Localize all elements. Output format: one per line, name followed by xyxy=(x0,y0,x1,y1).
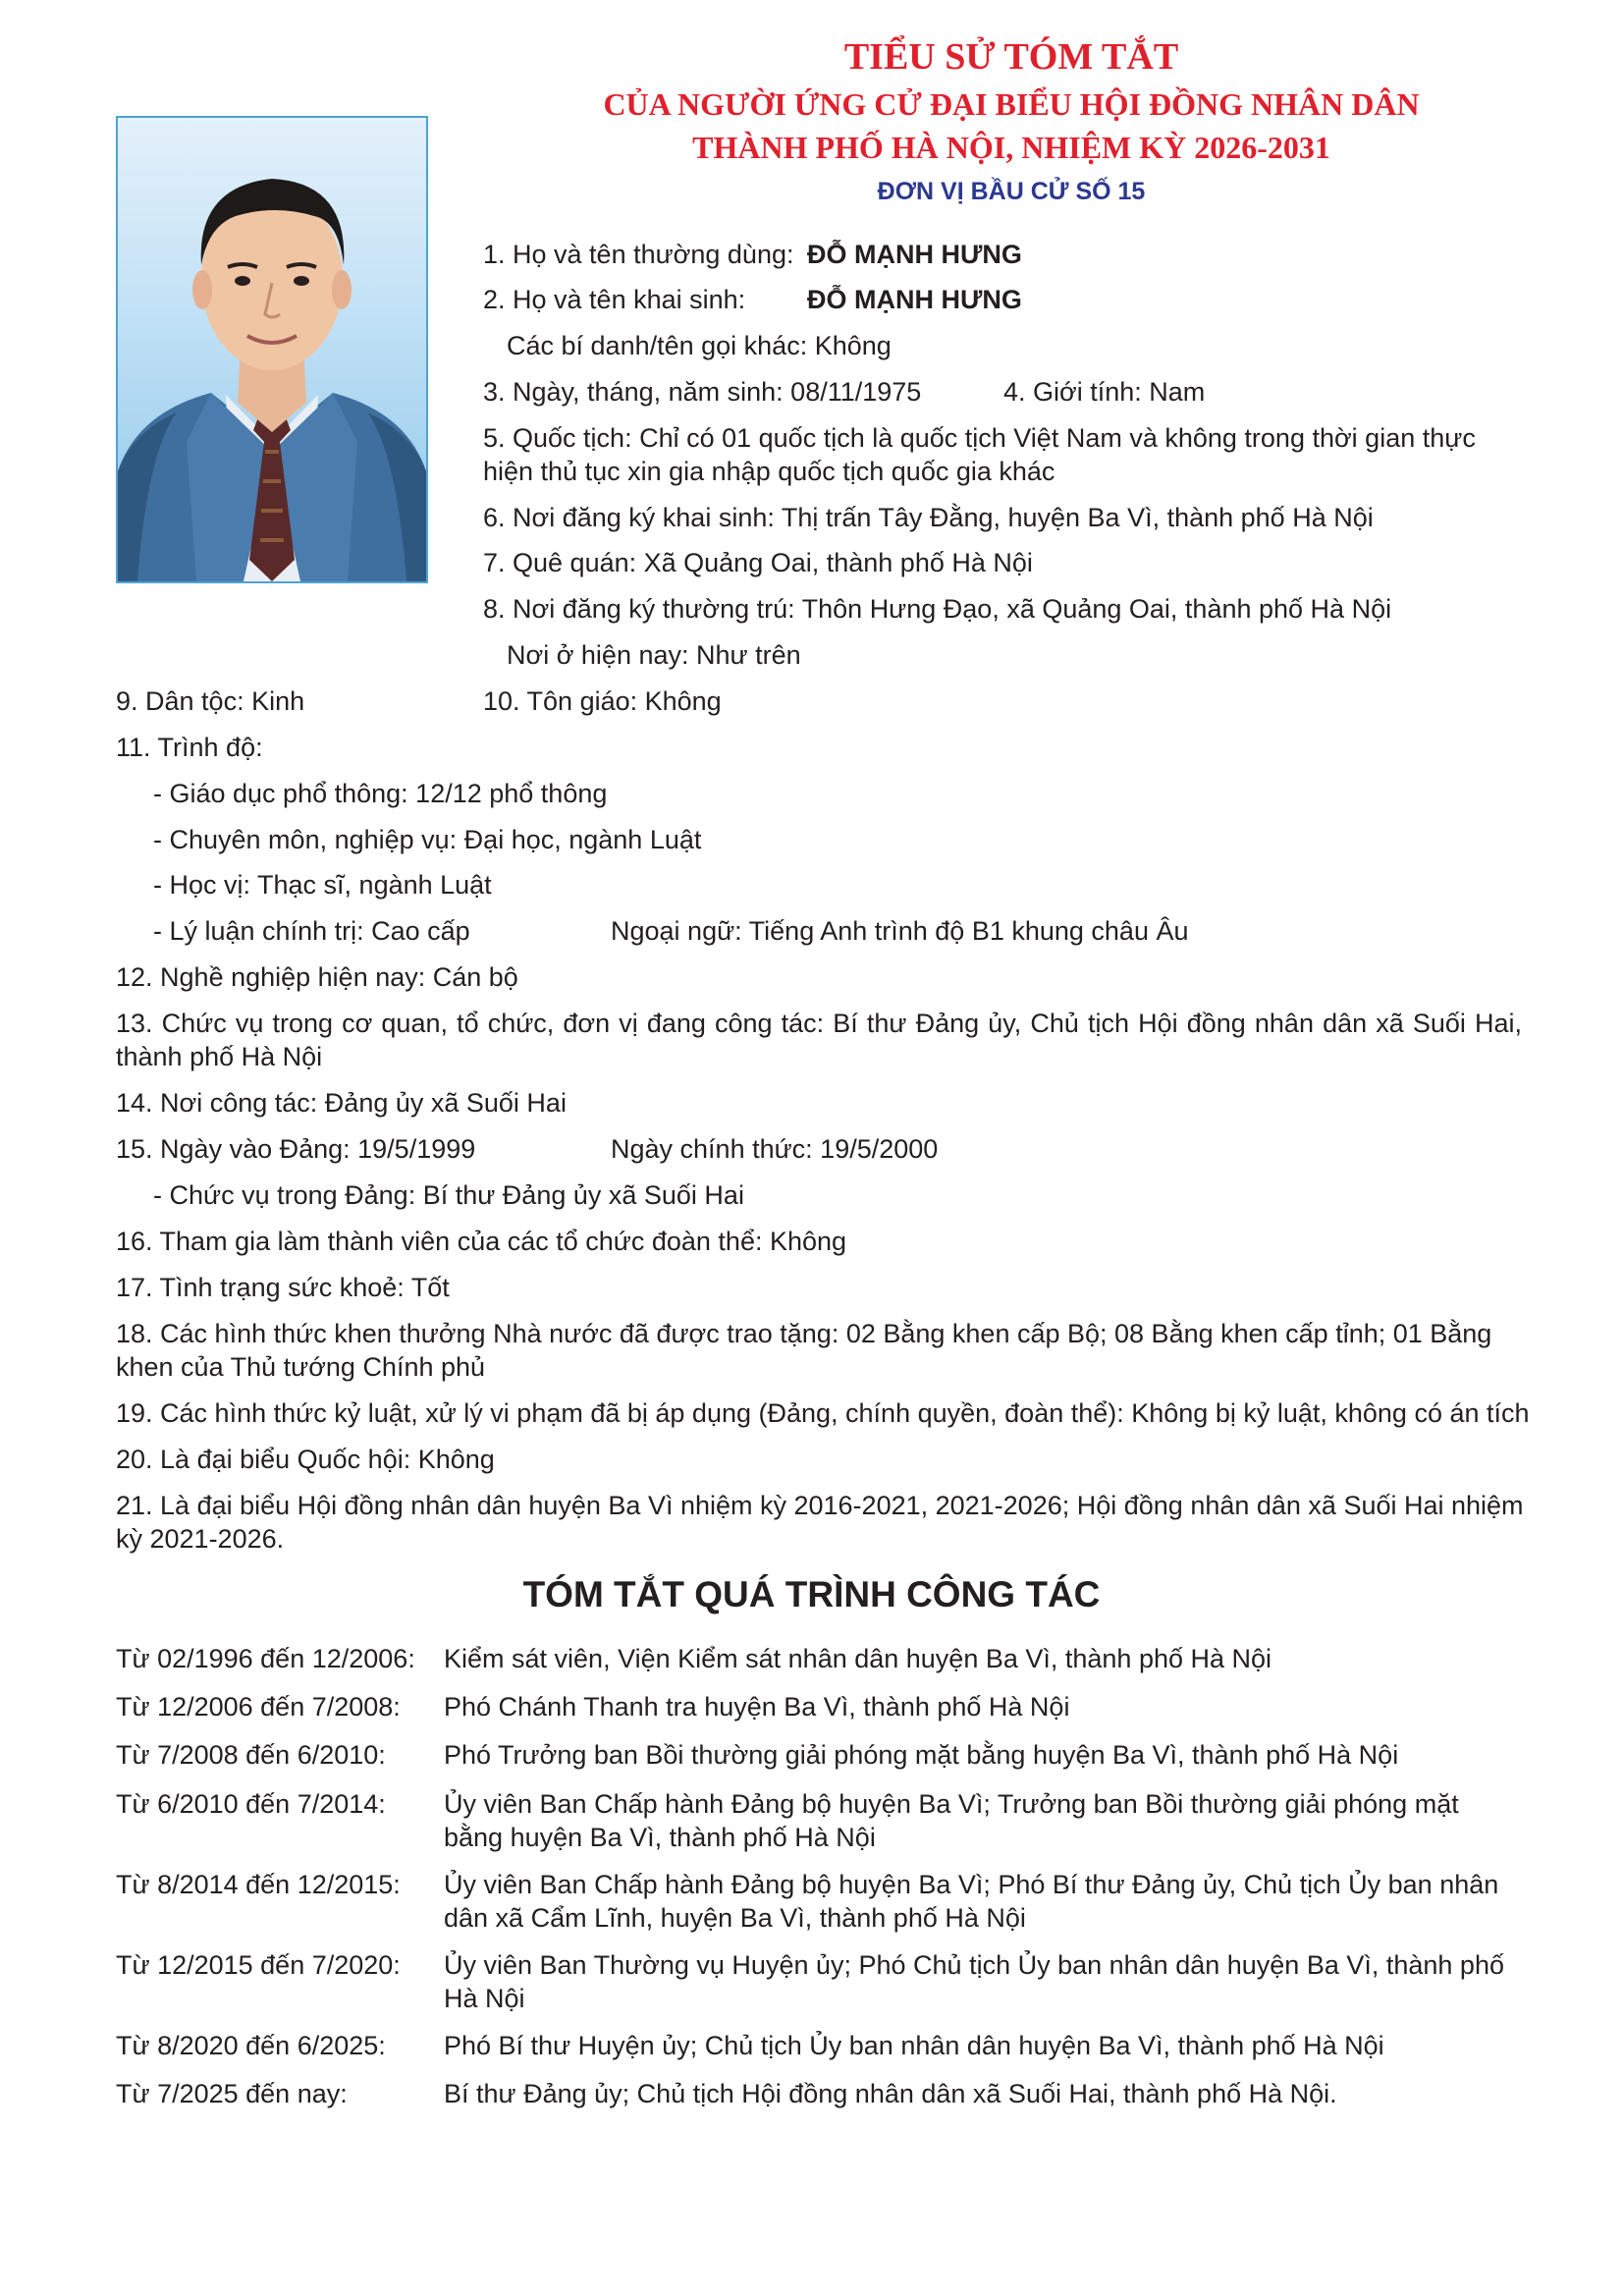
bio-item-8: 8. Nơi đăng ký thường trú: Thôn Hưng Đạo, xã Quảng Oai, thành phố Hà Nội xyxy=(483,594,1392,624)
career-description: Phó Trưởng ban Bồi thường giải phóng mặt bằng huyện Ba Vì, thành phố Hà Nội xyxy=(444,1740,1399,1770)
career-section-title: TÓM TẮT QUÁ TRÌNH CÔNG TÁC xyxy=(522,1574,1101,1614)
bio-item-15-official-date: Ngày chính thức: 19/5/2000 xyxy=(611,1134,939,1164)
document-title: TIỂU SỬ TÓM TẮT xyxy=(843,36,1179,78)
bio-item-15: 15. Ngày vào Đảng: 19/5/1999 xyxy=(116,1134,476,1164)
bio-item-11-foreign-language: Ngoại ngữ: Tiếng Anh trình độ B1 khung châu Âu xyxy=(611,916,1189,946)
document-subtitle-1: CỦA NGƯỜI ỨNG CỬ ĐẠI BIỂU HỘI ĐỒNG NHÂN DÂN xyxy=(603,86,1420,122)
bio-item-current-residence: Nơi ở hiện nay: Như trên xyxy=(507,640,801,670)
bio-item-1-label: 1. Họ và tên thường dùng: xyxy=(483,240,794,269)
bio-item-11: 11. Trình độ: xyxy=(116,733,263,762)
bio-item-3: 3. Ngày, tháng, năm sinh: 08/11/1975 xyxy=(483,377,922,407)
career-description: Bí thư Đảng ủy; Chủ tịch Hội đồng nhân dân xã Suối Hai, thành phố Hà Nội. xyxy=(444,2079,1337,2108)
election-unit: ĐƠN VỊ BẦU CỬ SỐ 15 xyxy=(877,178,1146,205)
career-period: Từ 02/1996 đến 12/2006: xyxy=(116,1644,415,1673)
bio-item-20: 20. Là đại biểu Quốc hội: Không xyxy=(116,1445,495,1474)
bio-item-15-party-position: - Chức vụ trong Đảng: Bí thư Đảng ủy xã Suối Hai xyxy=(153,1180,744,1210)
document-subtitle-2: THÀNH PHỐ HÀ NỘI, NHIỆM KỲ 2026-2031 xyxy=(692,130,1330,165)
bio-item-13: 13. Chức vụ trong cơ quan, tổ chức, đơn vị đang công tác: Bí thư Đảng ủy, Chủ tịch Hội đồng nhân dân xã Suối Hai, thành phố Hà Nội xyxy=(116,1009,1522,1071)
career-period: Từ 7/2025 đến nay: xyxy=(116,2079,348,2108)
bio-item-aliases: Các bí danh/tên gọi khác: Không xyxy=(507,331,892,360)
bio-item-18: 18. Các hình thức khen thưởng Nhà nước đã được trao tặng: 02 Bằng khen cấp Bộ; 08 Bằng khen cấp tỉnh; 01 Bằng khen của Thủ tướng Chính phủ xyxy=(116,1319,1492,1382)
career-period: Từ 12/2006 đến 7/2008: xyxy=(116,1692,401,1722)
career-period: Từ 12/2015 đến 7/2020: xyxy=(116,1950,401,1980)
bio-item-21: 21. Là đại biểu Hội đồng nhân dân huyện Ba Vì nhiệm kỳ 2016-2021, 2021-2026; Hội đồng nhân dân xã Suối Hai nhiệm kỳ 2021-2026. xyxy=(116,1491,1524,1554)
bio-item-7: 7. Quê quán: Xã Quảng Oai, thành phố Hà Nội xyxy=(483,548,1033,577)
bio-item-17: 17. Tình trạng sức khoẻ: Tốt xyxy=(116,1273,450,1302)
bio-item-14: 14. Nơi công tác: Đảng ủy xã Suối Hai xyxy=(116,1088,567,1118)
bio-item-12: 12. Nghề nghiệp hiện nay: Cán bộ xyxy=(116,962,518,992)
bio-item-10: 10. Tôn giáo: Không xyxy=(483,686,722,716)
career-period: Từ 8/2014 đến 12/2015: xyxy=(116,1870,401,1899)
bio-item-9: 9. Dân tộc: Kinh xyxy=(116,686,305,716)
career-period: Từ 6/2010 đến 7/2014: xyxy=(116,1789,386,1819)
bio-item-11-education: - Giáo dục phổ thông: 12/12 phổ thông xyxy=(153,779,608,808)
career-description: Ủy viên Ban Chấp hành Đảng bộ huyện Ba Vì; Phó Bí thư Đảng ủy, Chủ tịch Ủy ban nhân dân xã Cẩm Lĩnh, huyện Ba Vì, thành phố Hà Nội xyxy=(444,1870,1499,1933)
career-description: Phó Bí thư Huyện ủy; Chủ tịch Ủy ban nhân dân huyện Ba Vì, thành phố Hà Nội xyxy=(444,2031,1384,2060)
career-period: Từ 8/2020 đến 6/2025: xyxy=(116,2031,386,2060)
portrait-illustration xyxy=(118,118,426,581)
bio-item-19: 19. Các hình thức kỷ luật, xử lý vi phạm đã bị áp dụng (Đảng, chính quyền, đoàn thể): Không bị kỷ luật, không có án tích xyxy=(116,1398,1530,1428)
bio-item-11-degree: - Học vị: Thạc sĩ, ngành Luật xyxy=(153,870,492,900)
candidate-portrait xyxy=(116,116,428,583)
bio-item-11-political-theory: - Lý luận chính trị: Cao cấp xyxy=(153,916,470,946)
career-description: Ủy viên Ban Chấp hành Đảng bộ huyện Ba Vì; Trưởng ban Bồi thường giải phóng mặt bằng huyện Ba Vì, thành phố Hà Nội xyxy=(444,1789,1459,1852)
career-period: Từ 7/2008 đến 6/2010: xyxy=(116,1740,386,1770)
bio-item-4: 4. Giới tính: Nam xyxy=(1003,377,1206,407)
bio-item-5: 5. Quốc tịch: Chỉ có 01 quốc tịch là quốc tịch Việt Nam và không trong thời gian thực hiện thủ tục xin gia nhập quốc tịch quốc gia khác xyxy=(483,423,1476,486)
career-description: Ủy viên Ban Thường vụ Huyện ủy; Phó Chủ tịch Ủy ban nhân dân huyện Ba Vì, thành phố Hà Nội xyxy=(444,1950,1504,2013)
candidate-birth-name: ĐỖ MẠNH HƯNG xyxy=(807,285,1022,314)
bio-item-6: 6. Nơi đăng ký khai sinh: Thị trấn Tây Đằng, huyện Ba Vì, thành phố Hà Nội xyxy=(483,503,1374,532)
bio-item-2-label: 2. Họ và tên khai sinh: xyxy=(483,285,746,314)
career-description: Phó Chánh Thanh tra huyện Ba Vì, thành phố Hà Nội xyxy=(444,1692,1070,1722)
career-description: Kiểm sát viên, Viện Kiểm sát nhân dân huyện Ba Vì, thành phố Hà Nội xyxy=(444,1644,1272,1673)
candidate-common-name: ĐỖ MẠNH HƯNG xyxy=(807,240,1022,269)
bio-item-11-profession: - Chuyên môn, nghiệp vụ: Đại học, ngành Luật xyxy=(153,825,702,854)
bio-item-16: 16. Tham gia làm thành viên của các tổ chức đoàn thể: Không xyxy=(116,1227,847,1256)
